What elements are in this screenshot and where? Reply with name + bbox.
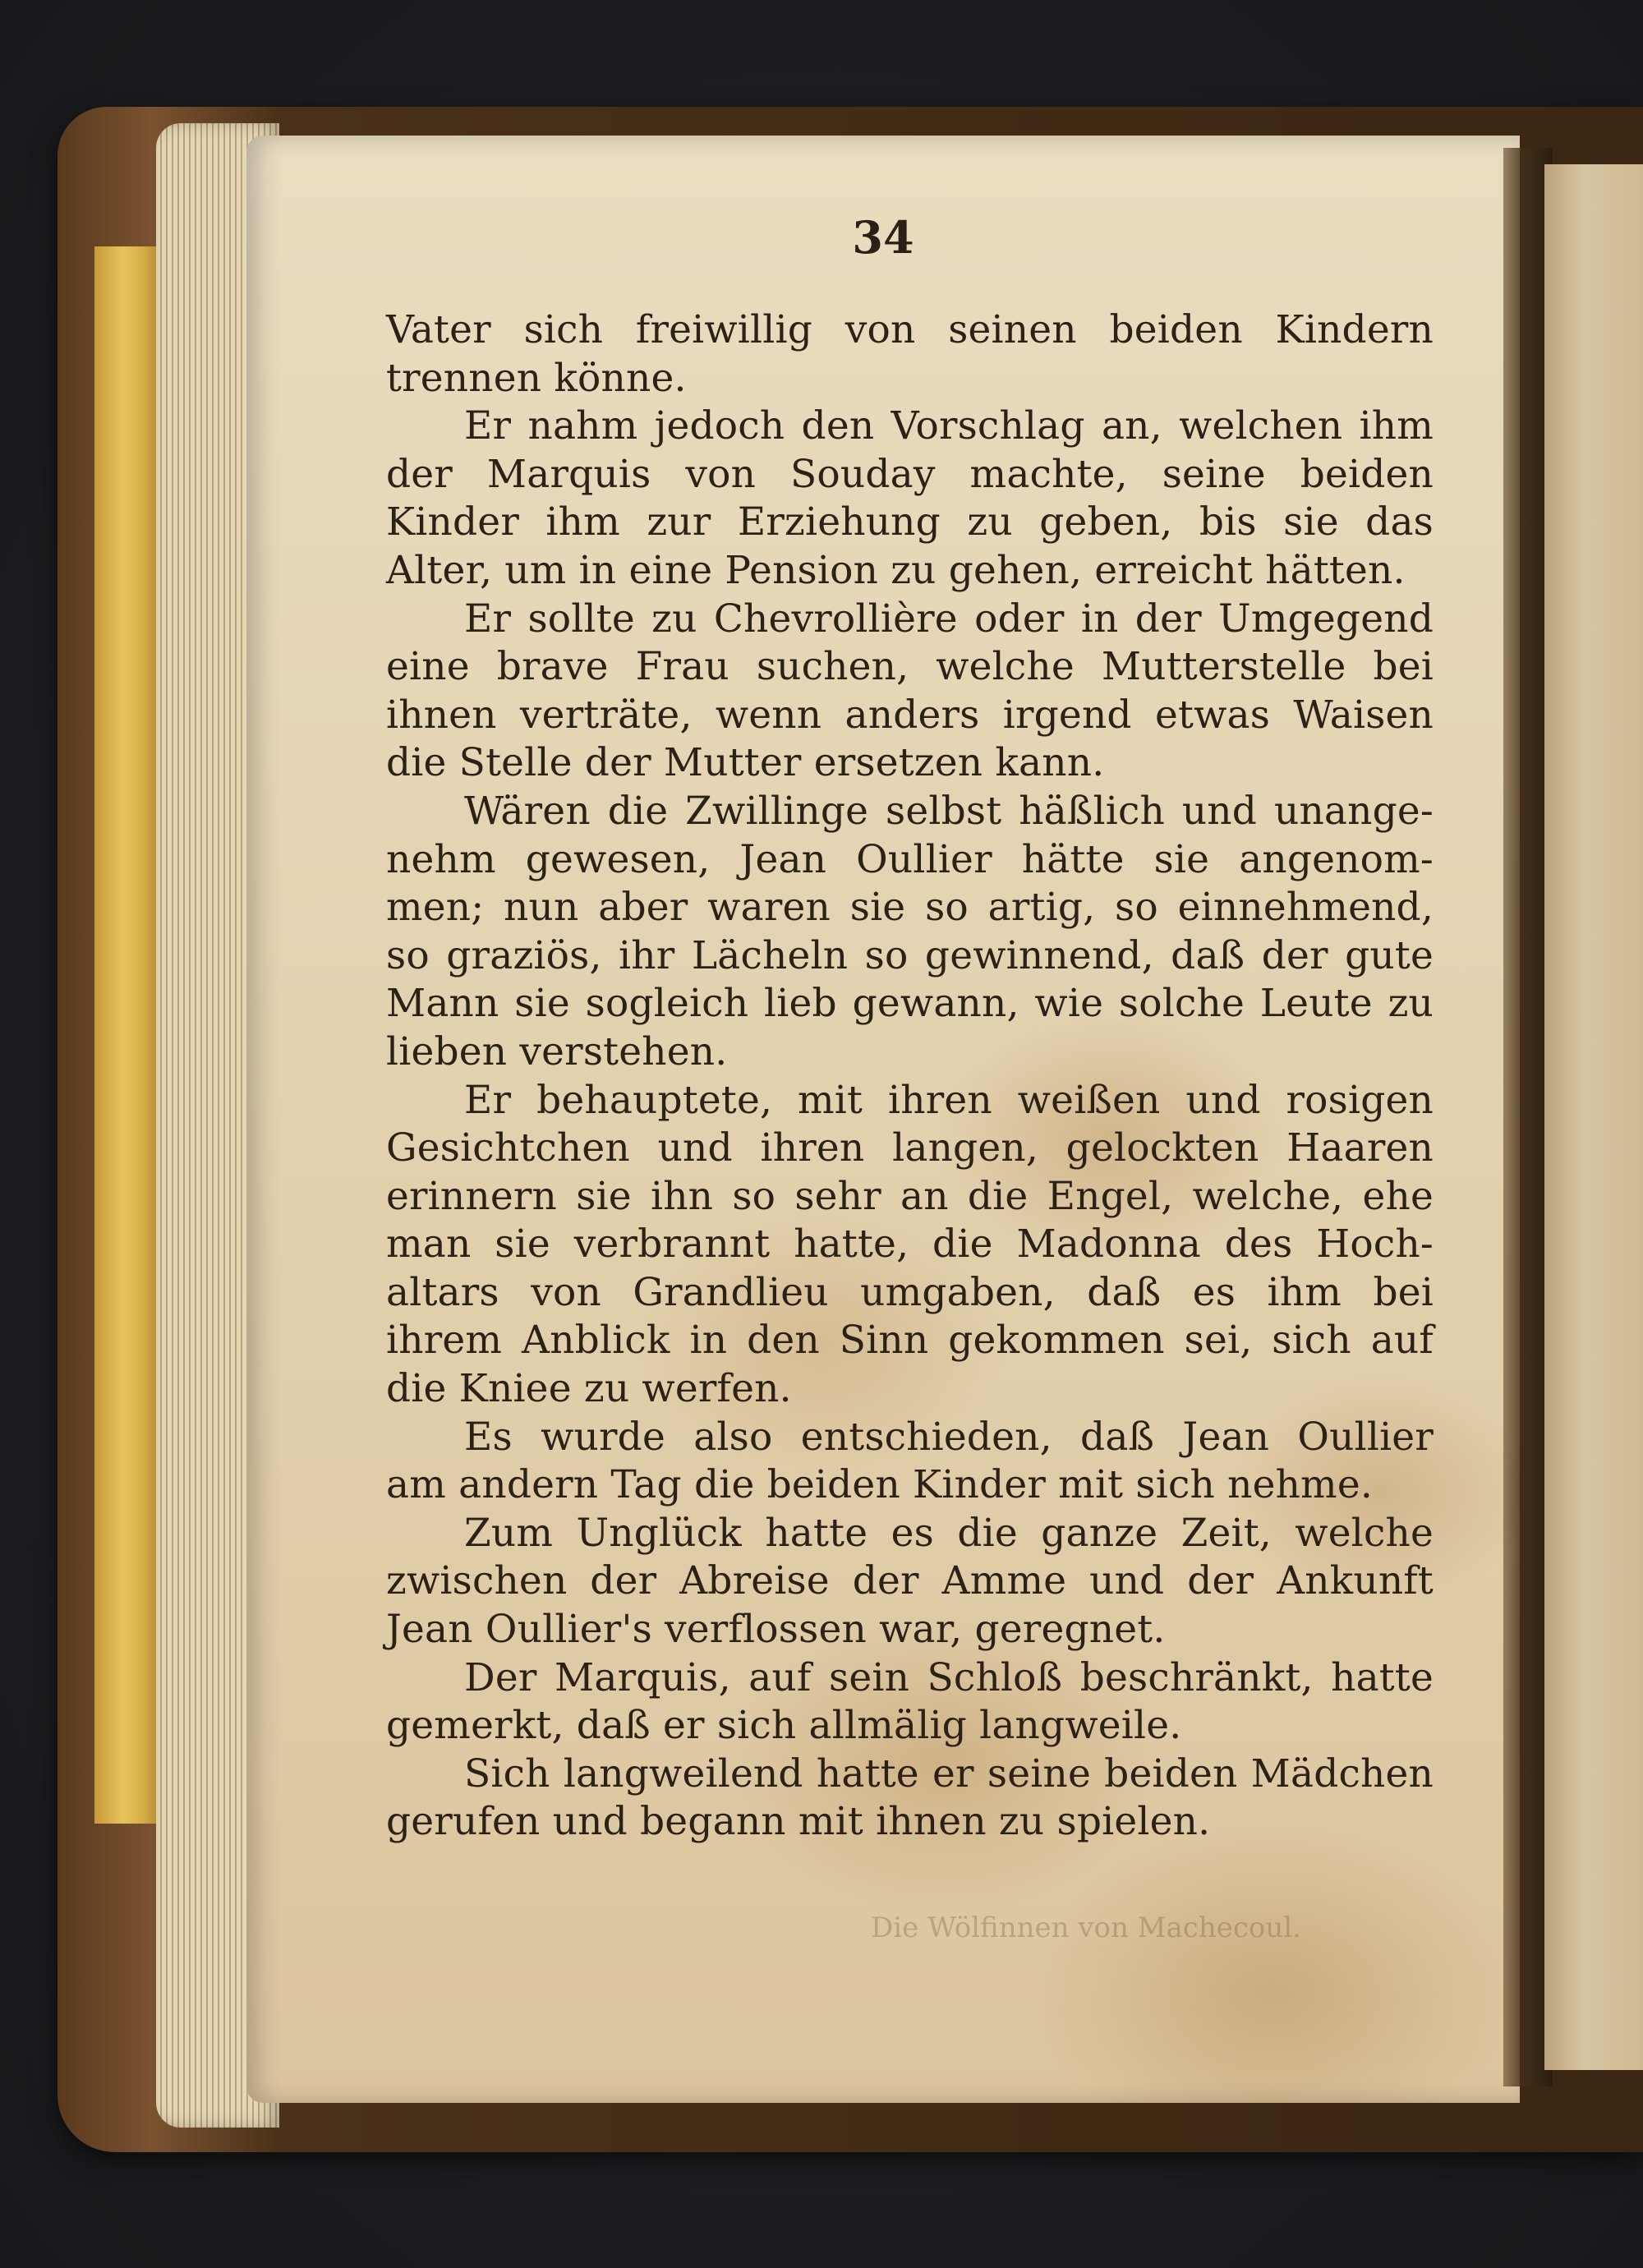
text-line: altars von Grandlieu umgaben, daß es ihm bei: [386, 1269, 1434, 1315]
text-line: ihrem Anblick in den Sinn gekommen sei, sich auf: [386, 1318, 1434, 1364]
page-number: 34: [852, 211, 914, 264]
text-line: Es wurde also entschieden, daß Jean Oullier: [464, 1414, 1434, 1460]
text-line: am andern Tag die beiden Kinder mit sich nehme.: [386, 1462, 1373, 1508]
text-line: Er behauptete, mit ihren weißen und rosigen: [464, 1077, 1434, 1123]
text-line: lieben verstehen.: [386, 1028, 728, 1074]
facing-page-edge: [1544, 164, 1643, 2070]
text-line: Sich langweilend hatte er seine beiden Mädchen: [464, 1750, 1434, 1796]
book-page: [246, 136, 1520, 2103]
text-line: Wären die Zwillinge selbst häßlich und unange-: [464, 788, 1434, 834]
text-line: gemerkt, daß er sich allmälig langweile.: [386, 1703, 1182, 1749]
text-line: Er sollte zu Chevrollière oder in der Umgegend: [464, 596, 1434, 642]
text-line: Mann sie sogleich lieb gewann, wie solche Leute zu: [386, 981, 1434, 1027]
text-line: nehm gewesen, Jean Oullier hätte sie angenom-: [386, 836, 1434, 882]
text-line: men; nun aber waren sie so artig, so einnehmend,: [386, 885, 1434, 931]
text-line: gerufen und begann mit ihnen zu spielen.: [386, 1799, 1211, 1845]
text-line: die Kniee zu werfen.: [386, 1366, 792, 1412]
page-text-block: [386, 306, 1434, 1847]
text-line: Gesichtchen und ihren langen, gelockten Haaren: [386, 1125, 1434, 1171]
text-line: Der Marquis, auf sein Schloß beschränkt, hatte: [464, 1654, 1434, 1700]
text-line: man sie verbrannt hatte, die Madonna des Hoch-: [386, 1221, 1434, 1267]
text-line: Er nahm jedoch den Vorschlag an, welchen ihm: [464, 403, 1434, 449]
text-line: ihnen verträte, wenn anders irgend etwas Waisen: [386, 692, 1434, 738]
text-line: trennen könne.: [386, 355, 687, 401]
text-line: Kinder ihm zur Erziehung zu geben, bis sie das: [386, 499, 1434, 545]
text-line: so graziös, ihr Lächeln so gewinnend, daß der gute: [386, 932, 1434, 978]
text-line: eine brave Frau suchen, welche Mutterstelle bei: [386, 644, 1434, 690]
text-line: erinnern sie ihn so sehr an die Engel, welche, ehe: [386, 1173, 1434, 1219]
text-line: Jean Oullier's verflossen war, geregnet.: [386, 1607, 1166, 1653]
text-line: Alter, um in eine Pension zu gehen, erreicht hätten.: [386, 547, 1406, 593]
text-line: zwischen der Abreise der Amme und der Ankunft: [386, 1558, 1434, 1604]
text-line: Vater sich freiwillig von seinen beiden Kindern: [386, 307, 1434, 352]
text-line: die Stelle der Mutter ersetzen kann.: [386, 740, 1105, 786]
text-line: der Marquis von Souday machte, seine beiden: [386, 451, 1434, 497]
text-line: Zum Unglück hatte es die ganze Zeit, welche: [464, 1510, 1434, 1556]
bleed-through-text: Die Wölfinnen von Machecoul.: [871, 1911, 1301, 1944]
